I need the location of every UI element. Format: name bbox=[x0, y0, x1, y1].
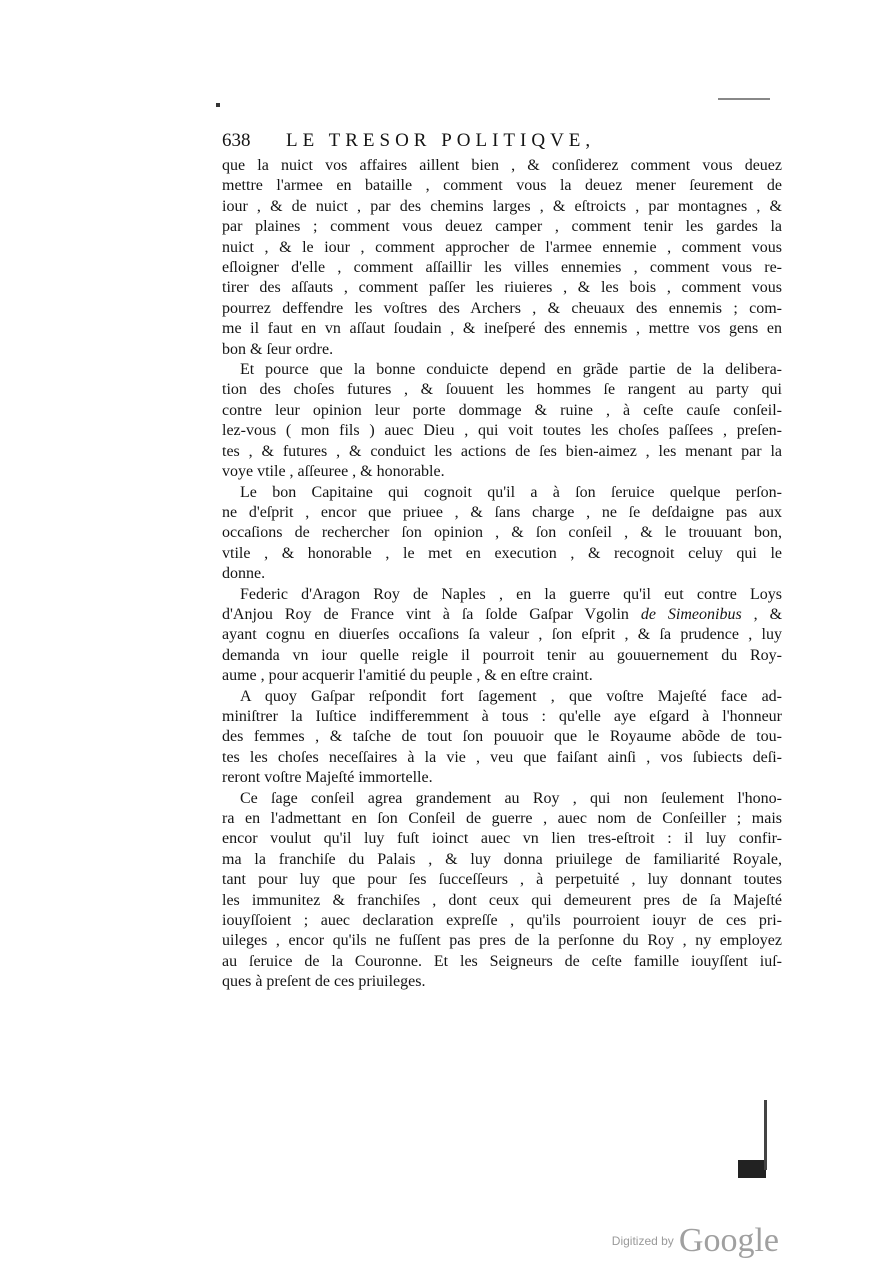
text-line: les immunitez & franchiſes , dont ceux qui demeurent pres de ſa Majeſté bbox=[222, 891, 782, 909]
text-line: nuict , & le iour , comment approcher de l'armee ennemie , comment vous bbox=[222, 238, 782, 256]
scan-speck bbox=[718, 98, 770, 100]
text-line: ne d'eſprit , encor que priuee , & ſans charge , ne ſe deſdaigne pas aux bbox=[222, 503, 782, 521]
text-line: mettre l'armee en bataille , comment vous la deuez mener ſeurement de bbox=[222, 177, 782, 195]
text-line: des femmes , & taſche de tout ſon pouuoir que le Royaume abõde de tou- bbox=[222, 728, 782, 746]
text-line: demanda vn iour quelle reigle il pourroit tenir au gouuernement du Roy- bbox=[222, 646, 782, 664]
text-line: voye vtile , aſſeuree , & honorable. bbox=[222, 463, 445, 481]
italic-name: de Simeonibus bbox=[640, 605, 742, 623]
text-line: Le bon Capitaine qui cognoit qu'il a à ſon ſeruice quelque perſon- bbox=[240, 483, 782, 501]
text-line: contre leur opinion leur porte dommage & ruine , à ceſte cauſe conſeil- bbox=[222, 401, 782, 419]
google-logo: Google bbox=[678, 1222, 779, 1259]
text-line-start: d'Anjou Roy de France vint à ſa ſolde Gaſpar Vgolin bbox=[222, 605, 629, 623]
text-line: par plaines ; comment vous deuez camper , comment tenir les gardes la bbox=[222, 218, 782, 236]
text-line: reront voſtre Majeſté immortelle. bbox=[222, 769, 433, 787]
text-line-end: , & bbox=[741, 605, 783, 623]
text-line: aume , pour acquerir l'amitié du peuple , & en eſtre craint. bbox=[222, 667, 593, 685]
text-line bbox=[222, 605, 782, 625]
text-line: Federic d'Aragon Roy de Naples , en la guerre qu'il eut contre Loys bbox=[240, 585, 782, 603]
text-line: uileges , encor qu'ils ne fuſſent pas pres de la perſonne du Roy , ny employez bbox=[222, 932, 782, 950]
text-line: au ſeruice de la Couronne. Et les Seigneurs de ceſte famille iouyſſent iuſ- bbox=[222, 952, 782, 970]
text-line: ques à preſent de ces priuileges. bbox=[222, 973, 426, 991]
text-line: miniſtrer la Iuſtice indifferemment à tous : qu'elle aye eſgard à l'honneur bbox=[222, 707, 782, 725]
text-line: ma la franchiſe du Palais , & luy donna priuilege de familiarité Royale, bbox=[222, 850, 782, 868]
page-edge-mark bbox=[764, 1100, 767, 1170]
text-line: iour , & de nuict , par des chemins larges , & eſtroicts , par montagnes , & bbox=[222, 197, 782, 215]
body-text bbox=[222, 156, 782, 993]
text-line: occaſions de rechercher ſon opinion , & ſon conſeil , & le trouuant bon, bbox=[222, 524, 782, 542]
text-line: ra en l'admettant en ſon Conſeil de guerre , auec nom de Conſeiller ; mais bbox=[222, 810, 782, 827]
text-line: vtile , & honorable , le met en execution , & recognoit celuy qui le bbox=[222, 544, 782, 562]
text-line: pourrez deffendre les voſtres des Archers , & cheuaux des ennemis ; com- bbox=[222, 299, 782, 317]
page-number: 638 bbox=[222, 130, 251, 151]
text-line: eſloigner d'elle , comment aſſaillir les villes ennemies , comment vous re- bbox=[222, 259, 782, 277]
text-line: tion des choſes futures , & ſouuent les hommes ſe rangent au party qui bbox=[222, 381, 782, 399]
text-line: tes les choſes neceſſaires à la vie , veu que faiſant ainſi , vos ſubiects deſi- bbox=[222, 748, 782, 766]
text-line: Et pource que la bonne conduicte depend en grãde partie de la delibera- bbox=[240, 361, 782, 379]
text-line: A quoy Gaſpar reſpondit fort ſagement , que voſtre Majeſté face ad- bbox=[240, 687, 782, 705]
text-line: ayant cognu en diuerſes occaſions ſa valeur , ſon eſprit , & ſa prudence , luy bbox=[222, 626, 782, 644]
text-line: tirer des aſſauts , comment paſſer les riuieres , & les bois , comment vous bbox=[222, 279, 782, 297]
text-line: tant pour luy que pour ſes ſucceſſeurs , à perpetuité , luy donnant toutes bbox=[222, 871, 782, 889]
text-line: que la nuict vos affaires aillent bien , & conſiderez comment vous deuez bbox=[222, 157, 782, 174]
page-edge-mark bbox=[738, 1160, 766, 1178]
text-line: tes , & futures , & conduict les actions de ſes bien-aimez , les menant par la bbox=[222, 442, 782, 460]
running-head bbox=[222, 130, 782, 158]
text-line: Ce ſage conſeil agrea grandement au Roy , qui non ſeulement l'hono- bbox=[240, 789, 782, 807]
header-title: LE TRESOR POLITIQVE, bbox=[286, 130, 596, 151]
text-line: bon & ſeur ordre. bbox=[222, 340, 334, 358]
text-line: lez-vous ( mon fils ) auec Dieu , qui voit toutes les choſes paſſees , preſen- bbox=[222, 422, 782, 440]
text-line: iouyſſoient ; auec declaration expreſſe , qu'ils pourroient iouyr de ces pri- bbox=[222, 912, 782, 930]
text-line: encor voulut qu'il luy fuſt ioinct auec vn lien tres-eſtroit : il luy confir- bbox=[222, 830, 782, 848]
scan-speck bbox=[216, 103, 220, 107]
text-line: me il faut en vn aſſaut ſoudain , & ineſperé des ennemis , mettre vos gens en bbox=[222, 320, 782, 338]
digitized-by-watermark bbox=[612, 1222, 779, 1262]
text-line: donne. bbox=[222, 565, 266, 583]
digitized-label: Digitized by bbox=[611, 1234, 674, 1248]
